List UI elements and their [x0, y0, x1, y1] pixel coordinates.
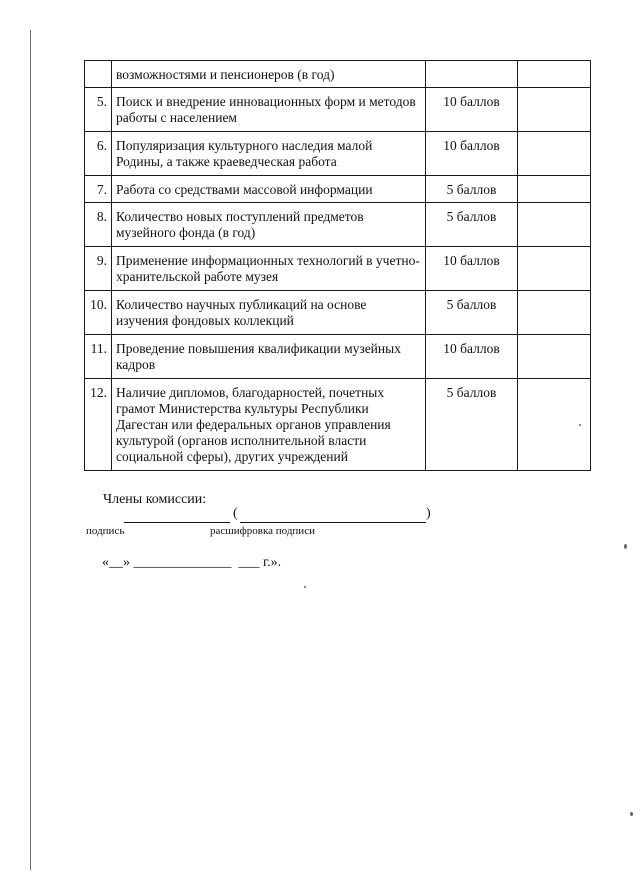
- score-value: 5 баллов: [426, 291, 518, 335]
- criterion-text: Количество научных публикаций на основе изучения фондовых коллекций: [112, 291, 426, 335]
- signature-caption: подпись: [86, 525, 125, 537]
- decode-close-paren: ): [426, 506, 431, 521]
- table-row: [85, 291, 591, 335]
- row-number: 11.: [85, 335, 112, 379]
- date-line: «__» ______________ ___ г.».: [102, 555, 282, 570]
- empty-cell: [518, 291, 591, 335]
- row-number: 5.: [85, 88, 112, 132]
- criterion-text: Популяризация культурного наследия малой Родины, а также краеведческая работа: [112, 132, 426, 176]
- empty-cell: [518, 61, 591, 88]
- row-number: 6.: [85, 132, 112, 176]
- scan-edge-line: [30, 30, 31, 870]
- decode-caption: расшифровка подписи: [210, 525, 315, 537]
- row-number: 10.: [85, 291, 112, 335]
- criterion-text: Количество новых поступлений предметов музейного фонда (в год): [112, 203, 426, 247]
- criterion-text: возможностями и пенсионеров (в год): [112, 61, 426, 88]
- signature-line: [124, 522, 230, 523]
- score-value: 5 баллов: [426, 203, 518, 247]
- table-row: [85, 203, 591, 247]
- decode-open-paren: (: [233, 506, 238, 521]
- signature-decode-line: [240, 522, 426, 523]
- commission-members-label: Члены комиссии:: [103, 492, 207, 507]
- table-row: [85, 335, 591, 379]
- table-row: [85, 176, 591, 203]
- score-value: 10 баллов: [426, 247, 518, 291]
- score-value: 10 баллов: [426, 132, 518, 176]
- table-row: [85, 61, 591, 88]
- row-number: 7.: [85, 176, 112, 203]
- table-row: [85, 247, 591, 291]
- score-value: [426, 61, 518, 88]
- score-value: 10 баллов: [426, 88, 518, 132]
- table-row: [85, 132, 591, 176]
- row-number: 9.: [85, 247, 112, 291]
- row-number: 8.: [85, 203, 112, 247]
- criterion-text: Проведение повышения квалификации музейных кадров: [112, 335, 426, 379]
- row-number: 12.: [85, 379, 112, 471]
- table-row: [85, 379, 591, 471]
- scan-speck: [624, 544, 627, 549]
- score-value: 5 баллов: [426, 176, 518, 203]
- criterion-text: Наличие дипломов, благодарностей, почетных грамот Министерства культуры Республики Дагестан или федеральных органов управления культурой (органов исполнительной власти социальной сферы), других учреждений: [112, 379, 426, 471]
- empty-cell: [518, 132, 591, 176]
- empty-cell: [518, 88, 591, 132]
- criterion-text: Применение информационных технологий в учетно-хранительской работе музея: [112, 247, 426, 291]
- empty-cell: [518, 247, 591, 291]
- criteria-table: [84, 60, 591, 471]
- criterion-text: Поиск и внедрение инновационных форм и методов работы с населением: [112, 88, 426, 132]
- score-value: 10 баллов: [426, 335, 518, 379]
- scan-speck: [304, 586, 306, 588]
- scan-speck: [579, 424, 581, 426]
- empty-cell: [518, 203, 591, 247]
- scan-speck: [630, 812, 633, 816]
- criterion-text: Работа со средствами массовой информации: [112, 176, 426, 203]
- empty-cell: [518, 176, 591, 203]
- score-value: 5 баллов: [426, 379, 518, 471]
- empty-cell: [518, 335, 591, 379]
- table-row: [85, 88, 591, 132]
- row-number: [85, 61, 112, 88]
